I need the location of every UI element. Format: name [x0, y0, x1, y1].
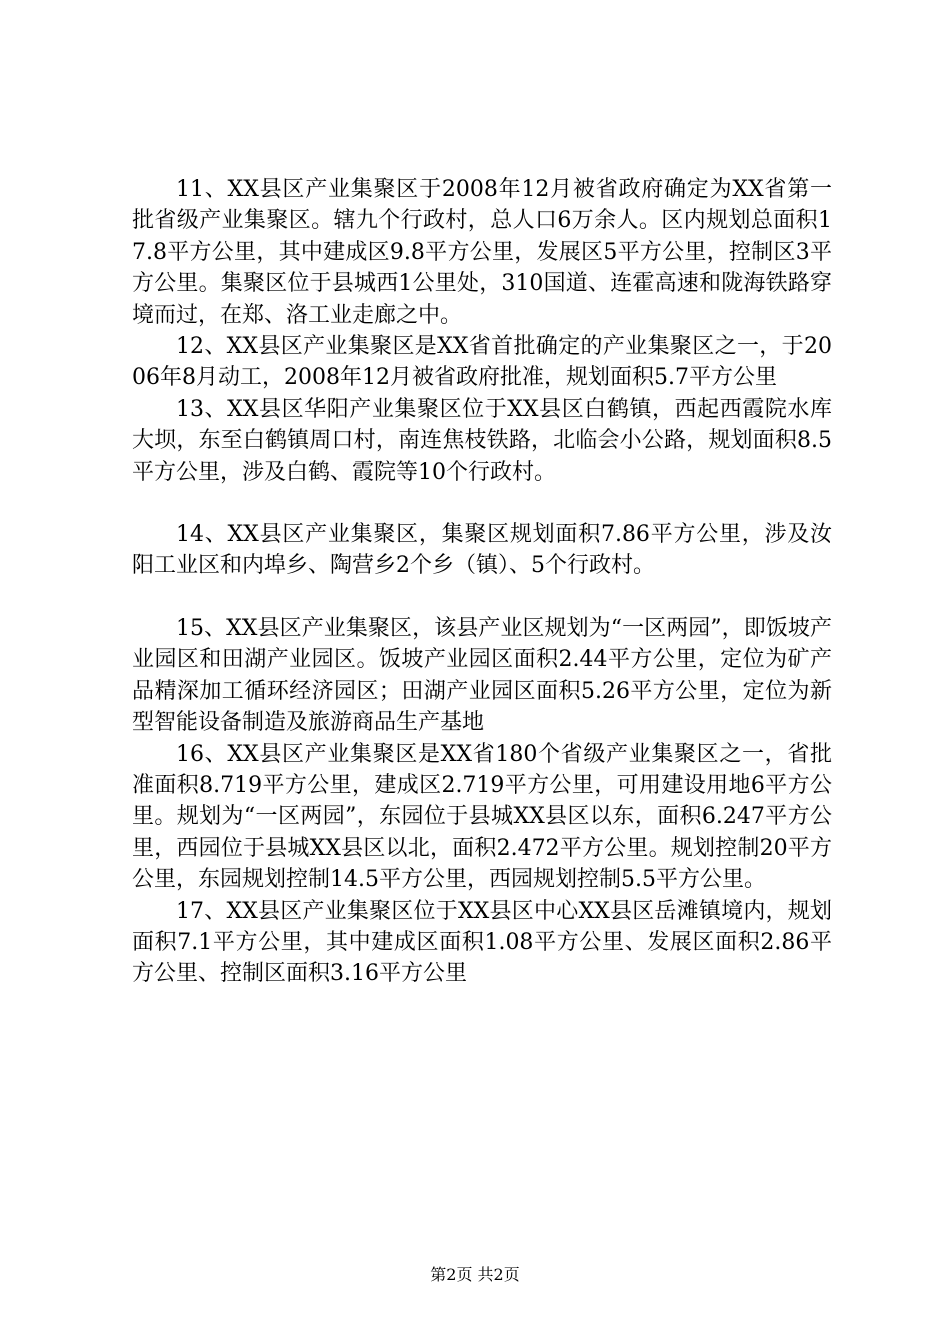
paragraph-15: 15、XX县区产业集聚区，该县产业区规划为“一区两园”，即饭坡产业园区和田湖产业园区。饭坡产业园区面积2.44平方公里，定位为矿产品精深加工循环经济园区；田湖产业园区面积5.26平方公里，定位为新型智能设备制造及旅游商品生产基地: [132, 615, 832, 736]
document-body: [132, 174, 832, 990]
paragraph-12: 12、XX县区产业集聚区是XX省首批确定的产业集聚区之一，于2006年8月动工，2008年12月被省政府批准，规划面积5.7平方公里: [132, 334, 832, 391]
paragraph-14: 14、XX县区产业集聚区，集聚区规划面积7.86平方公里，涉及汝阳工业区和内埠乡、陶营乡2个乡（镇）、5个行政村。: [132, 522, 832, 579]
paragraph-17: 17、XX县区产业集聚区位于XX县区中心XX县区岳滩镇境内，规划面积7.1平方公里，其中建成区面积1.08平方公里、发展区面积2.86平方公里、控制区面积3.16平方公里: [132, 898, 832, 987]
paragraph-13: 13、XX县区华阳产业集聚区位于XX县区白鹤镇，西起西霞院水库大坝，东至白鹤镇周口村，南连焦枝铁路，北临会小公路，规划面积8.5平方公里，涉及白鹤、霞院等10个行政村。: [132, 396, 832, 485]
paragraph-11: 11、XX县区产业集聚区于2008年12月被省政府确定为XX省第一批省级产业集聚区。辖九个行政村，总人口6万余人。区内规划总面积17.8平方公里，其中建成区9.8平方公里，发展区5平方公里，控制区3平方公里。集聚区位于县城西1公里处，310国道、连霍高速和陇海铁路穿境而过，在郑、洛工业走廊之中。: [132, 177, 832, 328]
page-footer: 第2页 共2页: [430, 1265, 520, 1284]
paragraph-16: 16、XX县区产业集聚区是XX省180个省级产业集聚区之一，省批准面积8.719平方公里，建成区2.719平方公里，可用建设用地6平方公里。规划为“一区两园”，东园位于县城XX县区以东，面积6.247平方公里，西园位于县城XX县区以北，面积2.472平方公里。规划控制20平方公里，东园规划控制14.5平方公里，西园规划控制5.5平方公里。: [132, 741, 832, 893]
